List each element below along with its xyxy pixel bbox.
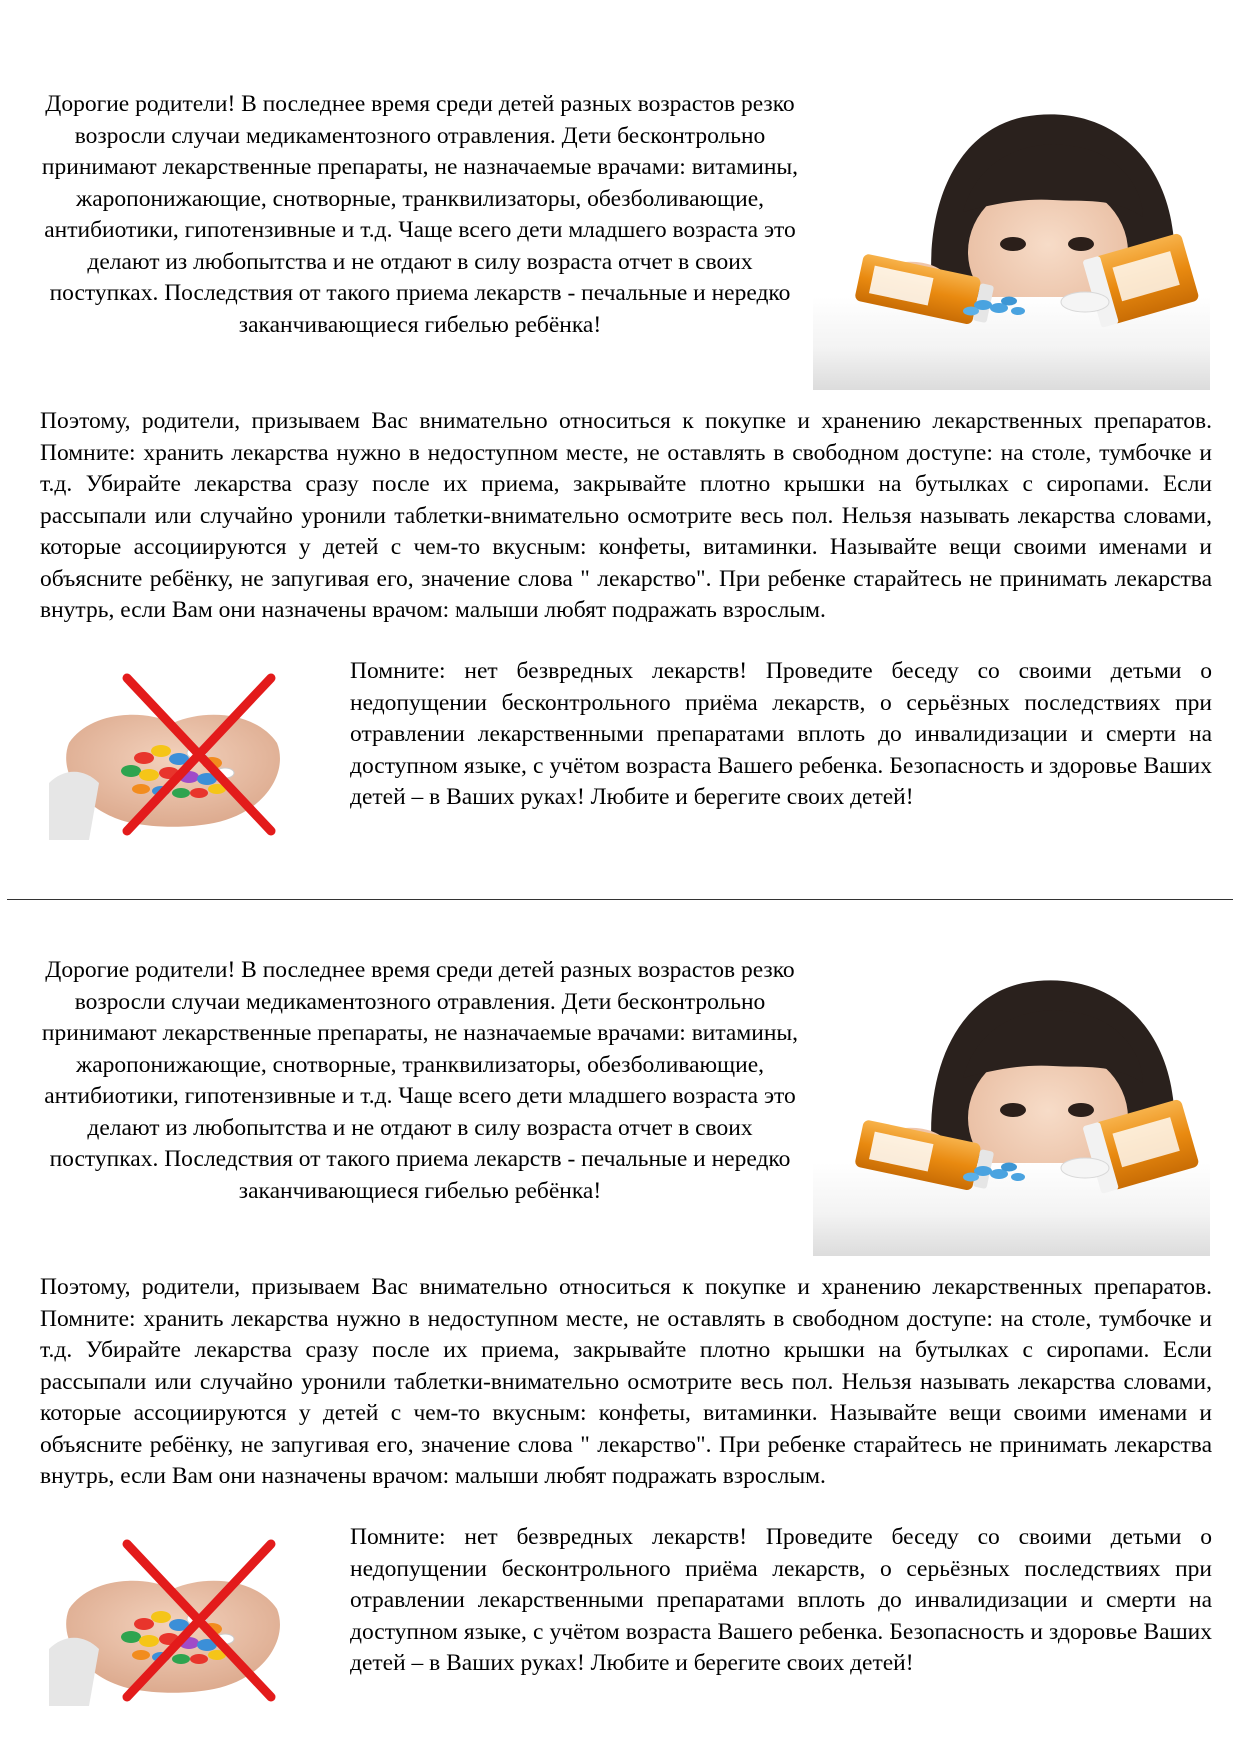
pills-warning-image <box>49 1539 297 1706</box>
body-paragraph: Поэтому, родители, призываем Вас внимательно относиться к покупке и хранению лекарственных препаратов. Помните: хранить лекарства нужно в недоступном месте, не оставлять в свободном доступе: на столе, тумбочке и т.д. Убирайте лекарства сразу после их приема, закрывайте плотно крышки на бутылках с сиропами. Если рассыпали или случайно уронили таблетки-внимательно осмотрите весь пол. Нельзя называть лекарства словами, которые ассоциируются у детей с чем-то вкусным: конфеты, витаминки. Называйте вещи своими именами и объясните ребёнку, не запугивая его, значение слова " лекарство". При ребенке старайтесь не принимать лекарства внутрь, если Вам они назначены врачом: малыши любят подражать взрослым. <box>40 408 1212 623</box>
body-paragraph: Поэтому, родители, призываем Вас внимательно относиться к покупке и хранению лекарственных препаратов. Помните: хранить лекарства нужно в недоступном месте, не оставлять в свободном доступе: на столе, тумбочке и т.д. Убирайте лекарства сразу после их приема, закрывайте плотно крышки на бутылках с сиропами. Если рассыпали или случайно уронили таблетки-внимательно осмотрите весь пол. Нельзя называть лекарства словами, которые ассоциируются у детей с чем-то вкусным: конфеты, витаминки. Называйте вещи своими именами и объясните ребёнку, не запугивая его, значение слова " лекарство". При ребенке старайтесь не принимать лекарства внутрь, если Вам они назначены врачом: малыши любят подражать взрослым. <box>40 1274 1212 1489</box>
intro-paragraph: Дорогие родители! В последнее время среди детей разных возрастов резко возросли случаи медикаментозного отравления. Дети бесконтрольно принимают лекарственные препараты, не назначаемые врачами: витамины, жаропонижающие, снотворные, транквилизаторы, обезболивающие, антибиотики, гипотензивные и т.д. Чаще всего дети младшего возраста это делают из любопытства и не отдают в силу возраста отчет в своих поступках. Последствия от такого приема лекарств - печальные и нередко заканчивающиеся гибелью ребёнка! <box>41 957 799 1204</box>
child-photo <box>813 92 1210 390</box>
intro-paragraph: Дорогие родители! В последнее время среди детей разных возрастов резко возросли случаи медикаментозного отравления. Дети бесконтрольно принимают лекарственные препараты, не назначаемые врачами: витамины, жаропонижающие, снотворные, транквилизаторы, обезболивающие, антибиотики, гипотензивные и т.д. Чаще всего дети младшего возраста это делают из любопытства и не отдают в силу возраста отчет в своих поступках. Последствия от такого приема лекарств - печальные и нередко заканчивающиеся гибелью ребёнка! <box>41 91 799 338</box>
closing-paragraph: Помните: нет безвредных лекарств! Проведите беседу со своими детьми о недопущении бесконтрольного приёма лекарств, о серьёзных последствиях при отравлении лекарственными препаратами вплоть до инвалидизации и смерти на доступном языке, с учётом возраста Вашего ребенка. Безопасность и здоровье Ваших детей – в Ваших руках! Любите и берегите своих детей! <box>350 658 1212 810</box>
leaflet-bottom <box>0 866 1240 1736</box>
closing-paragraph: Помните: нет безвредных лекарств! Проведите беседу со своими детьми о недопущении бесконтрольного приёма лекарств, о серьёзных последствиях при отравлении лекарственными препаратами вплоть до инвалидизации и смерти на доступном языке, с учётом возраста Вашего ребенка. Безопасность и здоровье Ваших детей – в Ваших руках! Любите и берегите своих детей! <box>350 1524 1212 1676</box>
child-photo <box>813 958 1210 1256</box>
leaflet-top <box>0 0 1240 870</box>
pills-warning-image <box>49 673 297 840</box>
